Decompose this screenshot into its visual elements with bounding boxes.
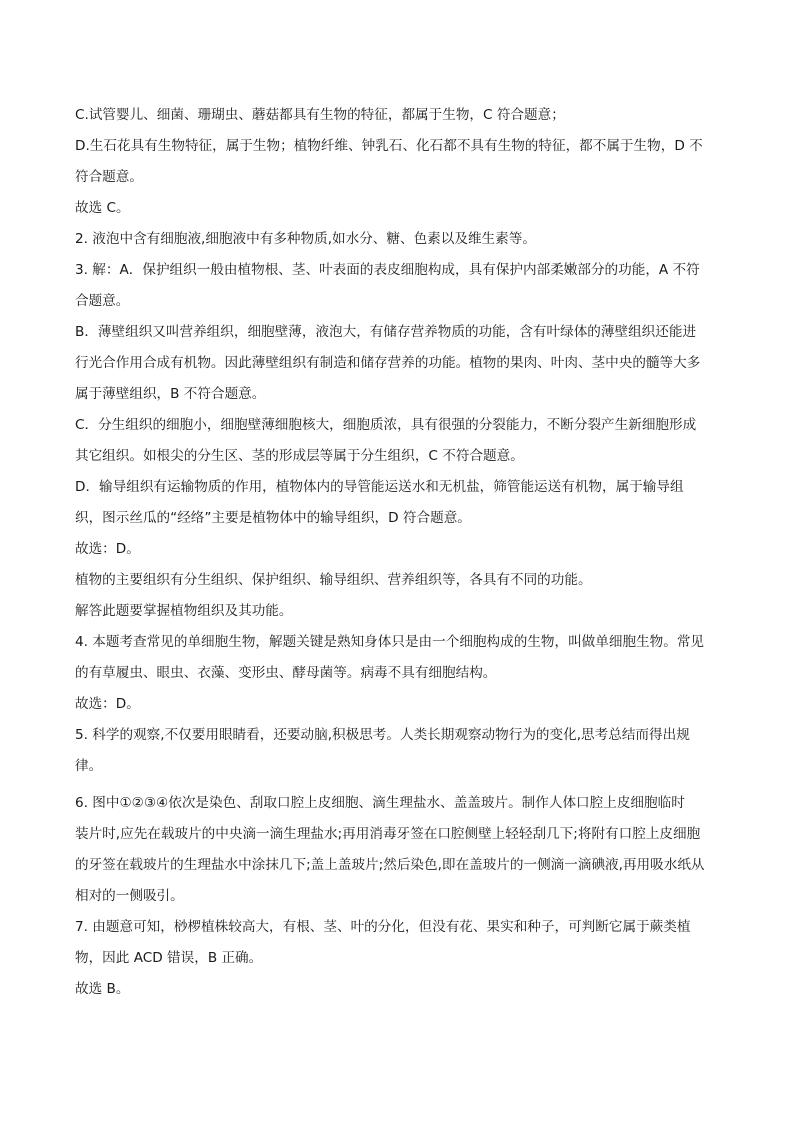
text-line: D.生石花具有生物特征，属于生物；植物纤维、钟乳石、化石都不具有生物的特征，都不属于生物，D 不 [75, 138, 703, 154]
paragraph-question-3-c [75, 410, 725, 472]
text-line: D．输导组织有运输物质的作用，植物体内的导管能运送水和无机盐，筛管能运送有机物，属于输导组 [75, 479, 684, 495]
text-line: B．薄壁组织又叫营养组织，细胞壁薄，液泡大，有储存营养物质的功能，含有叶绿体的薄壁组织还能进 [75, 324, 697, 340]
text-line: 物，因此 ACD 错误，B 正确。 [75, 950, 263, 966]
paragraph-question-2 [75, 224, 725, 255]
paragraph-c-option [75, 100, 725, 131]
text-line: 故选 C。 [75, 200, 130, 216]
text-line: 故选 B。 [75, 981, 130, 997]
paragraph-answer-7 [75, 974, 725, 1005]
text-line: 相对的一侧吸引。 [75, 888, 184, 904]
text-line: 2. 液泡中含有细胞液,细胞液中有多种物质,如水分、糖、色素以及维生素等。 [75, 231, 536, 247]
paragraph-d-option [75, 131, 725, 193]
paragraph-question-7 [75, 912, 725, 974]
text-line: 5. 科学的观察,不仅要用眼睛看，还要动脑,积极思考。人类长期观察动物行为的变化,思考总结而得出规 [75, 727, 690, 743]
text-line: 其它组织。如根尖的分生区、茎的形成层等属于分生组织，C 不符合题意。 [75, 448, 524, 464]
text-line: C．分生组织的细胞小，细胞壁薄细胞核大，细胞质浓，具有很强的分裂能力，不断分裂产生新细胞形成 [75, 417, 697, 433]
text-line: 织，图示丝瓜的“经络”主要是植物体中的输导组织，D 符合题意。 [75, 510, 471, 526]
text-line: 合题意。 [75, 293, 130, 309]
paragraph-question-3-b [75, 317, 725, 410]
text-line: 律。 [75, 758, 103, 774]
paragraph-question-4 [75, 627, 725, 689]
text-line: 植物的主要组织有分生组织、保护组织、输导组织、营养组织等，各具有不同的功能。 [75, 572, 592, 588]
text-line: 7. 由题意可知，桫椤植株较高大，有根、茎、叶的分化，但没有花、果实和种子，可判断它属于蕨类植 [75, 919, 691, 935]
paragraph-question-3-d [75, 472, 725, 534]
paragraph-answer-1 [75, 193, 725, 224]
text-line: 6. 图中①②③④依次是染色、刮取口腔上皮细胞、滴生理盐水、盖盖玻片。制作人体口腔上皮细胞临时 [75, 795, 685, 811]
paragraph-tip-3 [75, 596, 725, 627]
text-line: 故选：D。 [75, 541, 140, 557]
text-line: 3. 解：A．保护组织一般由植物根、茎、叶表面的表皮细胞构成，具有保护内部柔嫩部分的功能，A 不符 [75, 262, 700, 278]
text-line: 的有草履虫、眼虫、衣藻、变形虫、酵母菌等。病毒不具有细胞结构。 [75, 665, 497, 681]
text-line: 属于薄壁组织，B 不符合题意。 [75, 386, 266, 402]
text-line: 行光合作用合成有机物。因此薄壁组织有制造和储存营养的功能。植物的果肉、叶肉、茎中央的髓等大多 [75, 355, 701, 371]
paragraph-answer-4 [75, 689, 725, 720]
text-line: 故选：D。 [75, 696, 140, 712]
text-line: C.试管婴儿、细菌、珊瑚虫、蘑菇都具有生物的特征，都属于生物，C 符合题意； [75, 107, 565, 123]
text-line: 的牙签在载玻片的生理盐水中涂抹几下;盖上盖玻片;然后染色,即在盖玻片的一侧滴一滴碘液,再用吸水纸从 [75, 857, 705, 873]
paragraph-question-6 [75, 788, 725, 912]
text-line: 符合题意。 [75, 169, 143, 185]
text-line: 解答此题要掌握植物组织及其功能。 [75, 603, 293, 619]
paragraph-answer-3 [75, 534, 725, 565]
paragraph-question-3-a [75, 255, 725, 317]
text-line: 装片时,应先在载玻片的中央滴一滴生理盐水;再用消毒牙签在口腔侧壁上轻轻刮几下;将附有口腔上皮细胞 [75, 826, 701, 842]
paragraph-analysis-3 [75, 565, 725, 596]
text-line: 4. 本题考查常见的单细胞生物，解题关键是熟知身体只是由一个细胞构成的生物，叫做单细胞生物。常见 [75, 634, 705, 650]
paragraph-question-5 [75, 720, 725, 782]
